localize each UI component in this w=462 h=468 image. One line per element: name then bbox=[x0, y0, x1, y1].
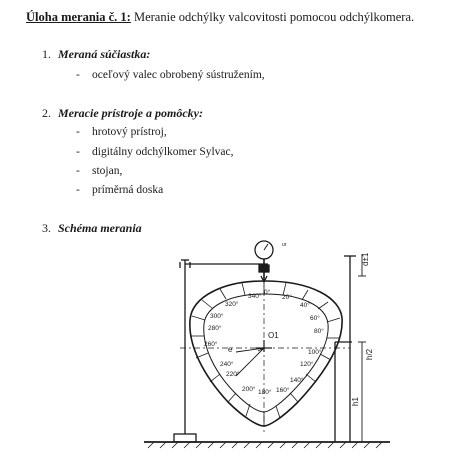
section-3-title: Schéma merania bbox=[58, 221, 142, 235]
section-1-number: 1. bbox=[42, 47, 51, 61]
center-label: O1 bbox=[268, 331, 279, 340]
bullet-dash: - bbox=[76, 146, 80, 158]
angle-label: 80° bbox=[314, 328, 324, 335]
section-1-title: Meraná súčiastka: bbox=[58, 47, 151, 61]
angle-label: 340° bbox=[248, 293, 262, 300]
section-2-item-text: príměrná doska bbox=[92, 184, 164, 196]
section-2-item-text: stojan, bbox=[92, 165, 123, 177]
section-3-number: 3. bbox=[42, 221, 51, 235]
angle-label: 60° bbox=[310, 315, 320, 322]
angle-label: 40° bbox=[300, 302, 310, 309]
section-1-item bbox=[76, 69, 265, 81]
angle-label: 0° bbox=[264, 289, 271, 296]
section-2-item bbox=[76, 184, 163, 196]
section-2-item bbox=[76, 165, 122, 177]
eccentricity-label: e bbox=[228, 345, 233, 354]
section-2-heading bbox=[42, 106, 203, 121]
angle-label: 20° bbox=[282, 294, 292, 301]
angle-label: 280° bbox=[208, 325, 222, 332]
dimension-label-top: d±1 bbox=[361, 252, 370, 266]
angle-label: 140° bbox=[290, 377, 304, 384]
bullet-dash: - bbox=[76, 69, 80, 81]
measurement-scheme-drawing bbox=[140, 236, 460, 468]
task-description: Meranie odchýlky valcovitosti pomocou odchýlkomera. bbox=[133, 10, 415, 24]
angle-label: 120° bbox=[300, 361, 314, 368]
section-1-heading bbox=[42, 47, 150, 62]
bullet-dash: - bbox=[76, 126, 80, 138]
section-2-item bbox=[76, 126, 167, 138]
task-title bbox=[26, 10, 414, 25]
angle-label: 200° bbox=[242, 386, 256, 393]
dimension-label-mid: h/2 bbox=[365, 348, 374, 360]
section-1-item-text: oceľový valec obrobený sústružením, bbox=[92, 69, 265, 81]
stand-foot bbox=[174, 434, 196, 442]
bullet-dash: - bbox=[76, 184, 80, 196]
angle-label: 100° bbox=[308, 349, 322, 356]
measurement-scheme bbox=[140, 236, 460, 468]
section-2-item-text: hrotový prístroj, bbox=[92, 126, 167, 138]
bullet-dash: - bbox=[76, 165, 80, 177]
task-label: Úloha merania č. 1: bbox=[26, 10, 131, 24]
angle-label: 180° bbox=[258, 389, 272, 396]
angle-label: 160° bbox=[276, 387, 290, 394]
angle-label: 260° bbox=[204, 341, 218, 348]
section-2-number: 2. bbox=[42, 106, 51, 120]
angle-label: 300° bbox=[210, 313, 224, 320]
section-2-item-text: digitálny odchýlkomer Sylvac, bbox=[92, 146, 234, 158]
angle-label: 240° bbox=[220, 361, 234, 368]
angle-label: 320° bbox=[225, 301, 239, 308]
angle-label: 220° bbox=[226, 371, 240, 378]
section-2-item bbox=[76, 146, 234, 158]
section-2-title: Meracie prístroje a pomôcky: bbox=[58, 106, 203, 120]
dimension-label-low: h1 bbox=[351, 397, 360, 406]
gauge-label: ur bbox=[282, 242, 287, 248]
section-3-heading bbox=[42, 221, 142, 236]
